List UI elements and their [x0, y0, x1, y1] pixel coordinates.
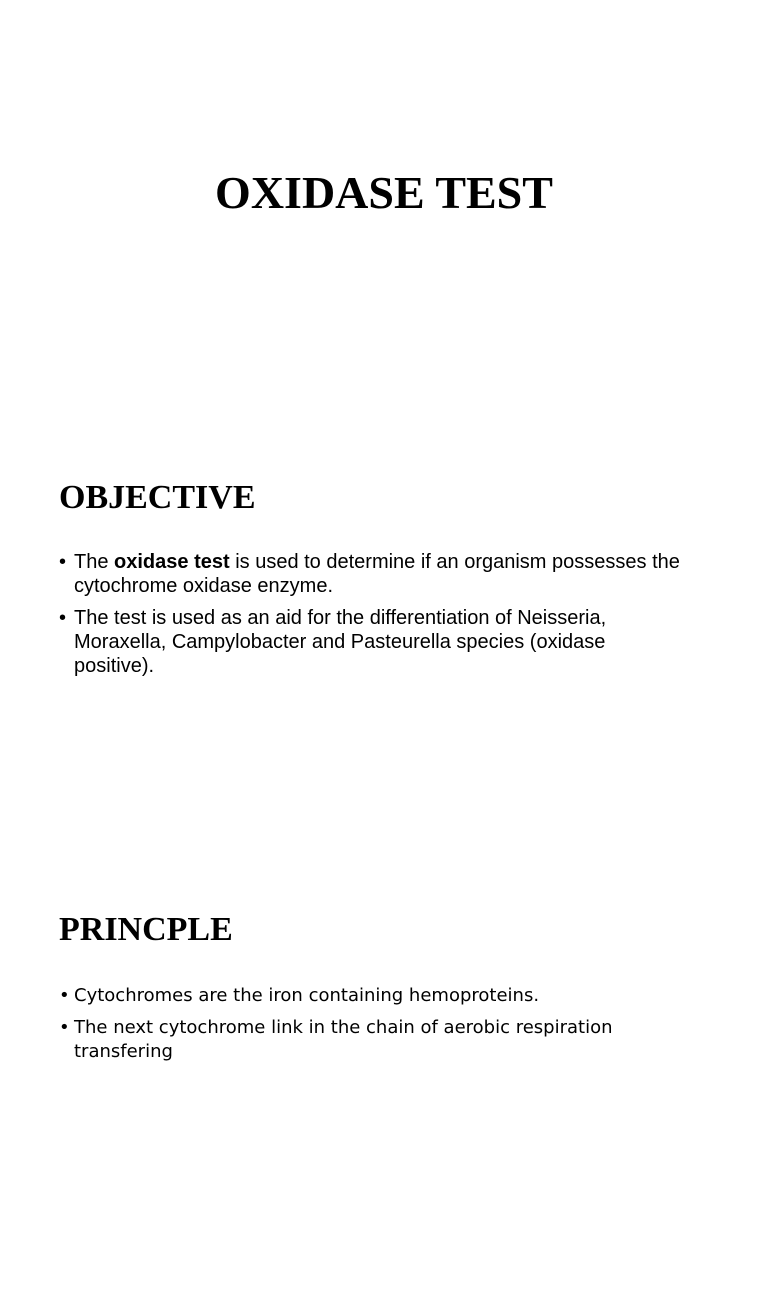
bullet-icon: • — [59, 985, 70, 1006]
bullet-text: The next cytochrome link in the chain of aerobic respiration transfering — [74, 1017, 613, 1062]
slide-principle — [0, 864, 768, 1296]
slide-title — [0, 0, 768, 432]
bullet-text-post: is used to determine if an organism possesses the cytochrome oxidase enzyme. — [74, 551, 680, 597]
list-item — [59, 984, 688, 1008]
bullet-icon: • — [59, 1017, 70, 1038]
bullet-text: The test is used as an aid for the differentiation of Neisseria, Moraxella, Campylobacter and Pasteurella species (oxidase positive). — [74, 607, 607, 677]
bullet-icon: • — [59, 551, 67, 573]
principle-bullet-list — [59, 984, 688, 1072]
principle-heading: PRINCPLE — [59, 911, 233, 948]
list-item — [59, 1016, 688, 1064]
list-item — [59, 550, 688, 598]
slide-objective — [0, 432, 768, 864]
bullet-icon: • — [59, 607, 67, 629]
bullet-text-pre: The — [74, 551, 115, 573]
objective-bullet-list — [59, 550, 688, 686]
objective-heading: OBJECTIVE — [59, 479, 256, 516]
slide-title-text: OXIDASE TEST — [215, 167, 553, 218]
bullet-text: Cytochromes are the iron containing hemoproteins. — [74, 985, 540, 1006]
bullet-text-bold: oxidase test — [114, 551, 230, 573]
list-item — [59, 606, 688, 678]
